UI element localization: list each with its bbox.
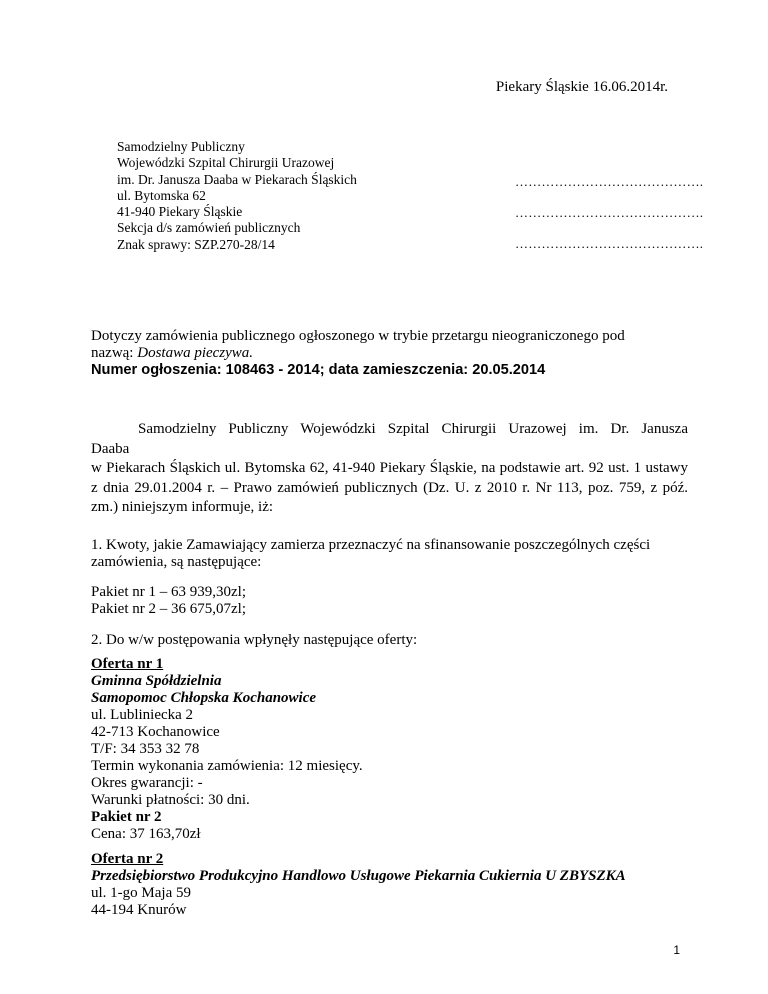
offer-city: 42-713 Kochanowice — [91, 724, 220, 740]
sender-line: 41-940 Piekary Śląskie — [117, 204, 243, 220]
offer-phone: T/F: 34 353 32 78 — [91, 741, 200, 757]
intro-paragraph — [91, 420, 688, 518]
offer-1 — [91, 656, 363, 843]
offer-name: Przedsiębiorstwo Produkcyjno Handlowo Usługowe Piekarnia Cukiernia U ZBYSZKA — [91, 868, 626, 884]
package-amounts — [91, 584, 246, 618]
subject-block — [91, 328, 625, 379]
page-number: 1 — [673, 943, 680, 957]
recipient-line: ……………………………………. — [515, 174, 704, 189]
sender-line: im. Dr. Janusza Daaba w Piekarach Śląskich — [117, 171, 357, 187]
place-date: Piekary Śląskie 16.06.2014r. — [495, 79, 668, 95]
intro-line: Samodzielny Publiczny Wojewódzki Szpital Chirurgii Urazowej im. Dr. Janusza — [138, 421, 688, 437]
section-1-line: zamówienia, są następujące: — [91, 554, 262, 570]
package-amount: Pakiet nr 1 – 63 939,30zl; — [91, 584, 246, 600]
sender-address — [117, 139, 357, 253]
offer-title: Oferta nr 2 — [91, 851, 164, 867]
offer-warranty: Okres gwarancji: - — [91, 775, 203, 791]
offer-payment: Warunki płatności: 30 dni. — [91, 792, 250, 808]
offer-city: 44-194 Knurów — [91, 902, 187, 918]
case-number: Znak sprawy: SZP.270-28/14 — [117, 236, 275, 252]
offer-street: ul. 1-go Maja 59 — [91, 885, 191, 901]
subject-line — [91, 345, 625, 362]
offer-package: Pakiet nr 2 — [91, 809, 162, 825]
section-1 — [91, 537, 650, 571]
section-2-heading: 2. Do w/w postępowania wpłynęły następujące oferty: — [91, 632, 418, 648]
intro-text: w Piekarach Śląskich ul. Bytomska 62, 41-940 Piekary Śląskie, na podstawie art. 92 ust. 1 ustawy z dnia 29.01.2004 r. – Prawo zamówień publicznych (Dz. U. z 2010 r. Nr 113, poz. 759, z póź. zm.) niniejszym informuje, iż: — [91, 460, 688, 515]
sender-line: Sekcja d/s zamówień publicznych — [117, 220, 301, 236]
offer-price: Cena: 37 163,70zł — [91, 826, 201, 842]
offer-name: Samopomoc Chłopska Kochanowice — [91, 690, 317, 706]
recipient-line: ……………………………………. — [515, 236, 704, 251]
offer-street: ul. Lubliniecka 2 — [91, 707, 194, 723]
offer-term: Termin wykonania zamówienia: 12 miesięcy. — [91, 758, 363, 774]
sender-line: Samodzielny Publiczny — [117, 139, 245, 154]
offer-name: Gminna Spółdzielnia — [91, 673, 222, 689]
subject-prefix: nazwą: — [91, 345, 138, 361]
recipient-line: ……………………………………. — [515, 205, 704, 220]
sender-line: Wojewódzki Szpital Chirurgii Urazowej — [117, 155, 335, 171]
subject-line: Dotyczy zamówienia publicznego ogłoszonego w trybie przetargu nieograniczonego pod — [91, 328, 625, 344]
sender-line: ul. Bytomska 62 — [117, 187, 206, 203]
section-1-line: 1. Kwoty, jakie Zamawiający zamierza przeznaczyć na sfinansowanie poszczególnych części — [91, 537, 651, 553]
intro-line: Daaba — [91, 440, 130, 457]
offer-2 — [91, 851, 626, 919]
offer-title: Oferta nr 1 — [91, 656, 164, 672]
package-amount: Pakiet nr 2 – 36 675,07zl; — [91, 601, 246, 617]
announcement-number: Numer ogłoszenia: 108463 - 2014; data zamieszczenia: 20.05.2014 — [91, 362, 546, 378]
tender-name: Dostawa pieczywa. — [137, 345, 254, 361]
